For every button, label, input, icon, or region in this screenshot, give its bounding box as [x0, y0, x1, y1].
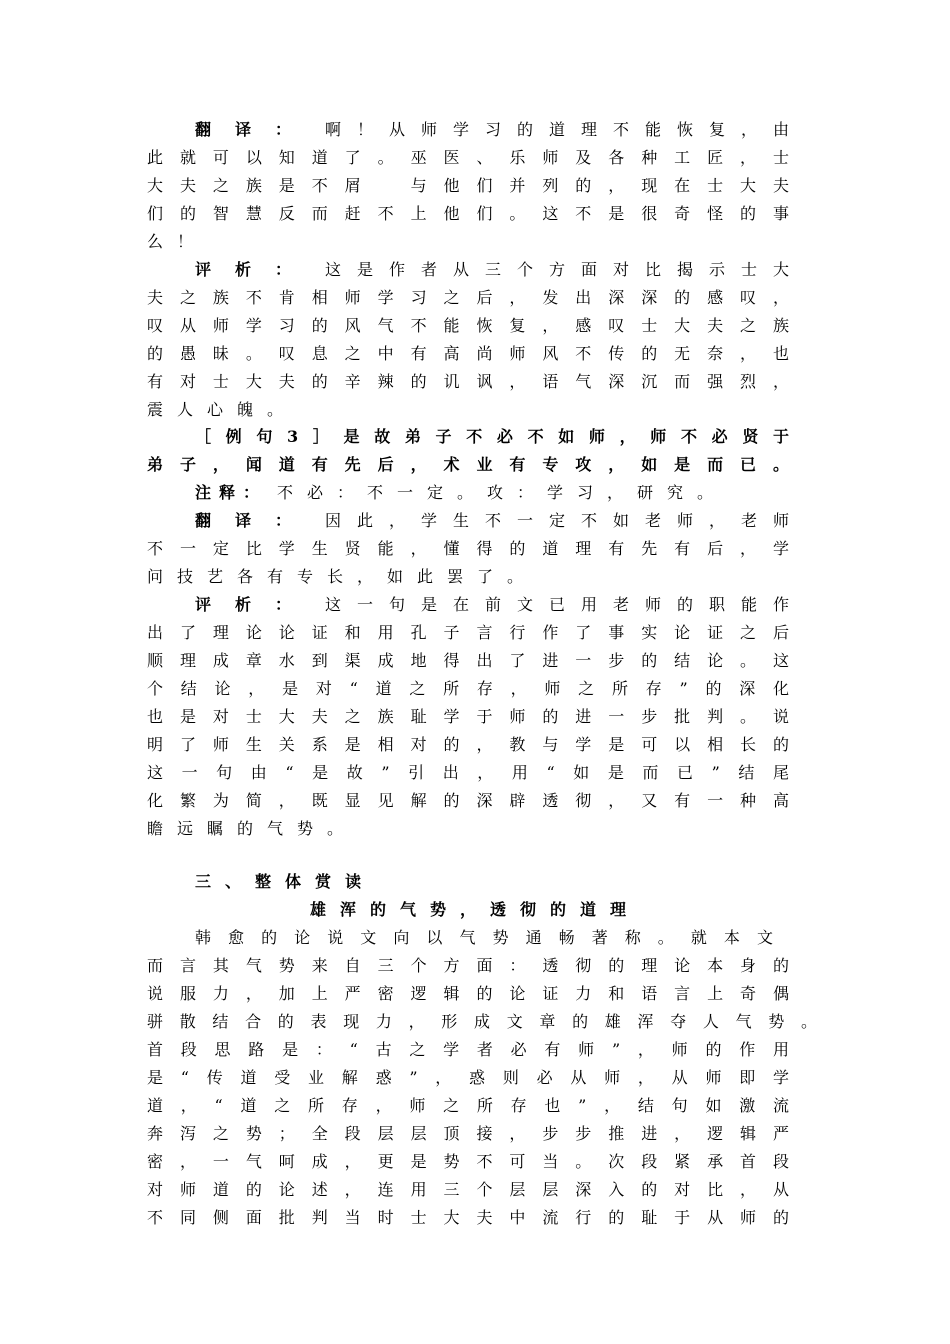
section-heading: 三、整体赏读: [195, 872, 376, 891]
analysis-2-line-3: 顺理成章水到渠成地得出了进一步的结论。这: [147, 651, 789, 670]
annotation-line: [195, 481, 789, 505]
analysis-1-line-4: 的愚昧。叹息之中有高尚师风不传的无奈，也: [147, 344, 789, 363]
translation-1-line-3: 大夫之族是不屑 与他们并列的，现在士大夫: [147, 176, 789, 195]
translation-label: 翻译：: [195, 120, 315, 139]
analysis-1-line-5: 有对士大夫的辛辣的讥讽，语气深沉而强烈，: [147, 372, 789, 391]
appreciation-line-5: 首段思路是：“古之学者必有师”，师的作用: [147, 1040, 789, 1059]
appreciation-line-2: 而言其气势来自三个方面：透彻的理论本身的: [147, 956, 789, 975]
text: 啊！从师学习的道理不能恢复，由: [325, 120, 789, 139]
section-subheading: 雄浑的气势，透彻的道理: [309, 900, 640, 919]
analysis-label: 评析：: [195, 595, 315, 614]
translation-1-line-5: 么！: [147, 232, 208, 251]
translation-label: 翻译：: [195, 511, 315, 530]
appreciation-line-8: 奔泻之势；全段层层顶接，步步推进，逻辑严: [147, 1124, 789, 1143]
analysis-2-line-2: 出了理论论证和用孔子言行作了事实论证之后: [147, 623, 789, 642]
appreciation-line-1: 韩愈的论说文向以气势通畅著称。就本文: [195, 928, 773, 947]
analysis-1-line-2: 夫之族不肯相师学习之后，发出深深的感叹，: [147, 288, 789, 307]
translation-1-line-1: [195, 118, 789, 142]
example-3-line-2: 弟子，闻道有先后，术业有专攻，如是而已。: [147, 455, 789, 474]
appreciation-line-4: 骈散结合的表现力，形成文章的雄浑夺人气势。: [147, 1012, 817, 1031]
appreciation-line-9: 密，一气呵成，更是势不可当。次段紧承首段: [147, 1152, 789, 1171]
text: 不必：不一定。攻：学习，研究。: [277, 483, 728, 502]
translation-2-line-2: 不一定比学生贤能，懂得的道理有先有后，学: [147, 539, 789, 558]
annotation-label: 注释：: [195, 483, 268, 502]
analysis-2-line-7: 这一句由“是故”引出，用“如是而已”结尾: [147, 763, 789, 782]
analysis-2-line-9: 瞻远瞩的气势。: [147, 819, 358, 838]
translation-1-line-2: 此就可以知道了。巫医、乐师及各种工匠，士: [147, 148, 789, 167]
appreciation-line-11: 不同侧面批判当时士大夫中流行的耻于从师的: [147, 1208, 789, 1227]
example-3-line-1: ［例句3］是故弟子不必不如师，师不必贤于: [195, 427, 789, 446]
translation-2-line-1: [195, 509, 789, 533]
analysis-2-line-6: 明了师生关系是相对的，教与学是可以相长的: [147, 735, 789, 754]
translation-1-line-4: 们的智慧反而赶不上他们。这不是很奇怪的事: [147, 204, 789, 223]
appreciation-line-3: 说服力，加上严密逻辑的论证力和语言上奇偶: [147, 984, 789, 1003]
analysis-2-line-4: 个结论，是对“道之所存，师之所存”的深化: [147, 679, 789, 698]
analysis-label: 评析：: [195, 260, 315, 279]
translation-2-line-3: 问技艺各有专长，如此罢了。: [147, 567, 538, 586]
analysis-2-line-8: 化繁为简，既显见解的深辟透彻，又有一种高: [147, 791, 789, 810]
text: 因此，学生不一定不如老师，老师: [325, 511, 789, 530]
analysis-1-line-6: 震人心魄。: [147, 400, 298, 419]
analysis-1-line-1: [195, 258, 789, 282]
appreciation-line-6: 是“传道受业解惑”，惑则必从师，从师即学: [147, 1068, 789, 1087]
text: 这是作者从三个方面对比揭示士大: [325, 260, 789, 279]
appreciation-line-10: 对师道的论述，连用三个层层深入的对比，从: [147, 1180, 789, 1199]
analysis-2-line-5: 也是对士大夫之族耻学于师的进一步批判。说: [147, 707, 789, 726]
analysis-2-line-1: [195, 593, 789, 617]
text: 这一句是在前文已用老师的职能作: [325, 595, 789, 614]
analysis-1-line-3: 叹从师学习的风气不能恢复，感叹士大夫之族: [147, 316, 789, 335]
appreciation-line-7: 道，“道之所存，师之所存也”，结句如激流: [147, 1096, 789, 1115]
